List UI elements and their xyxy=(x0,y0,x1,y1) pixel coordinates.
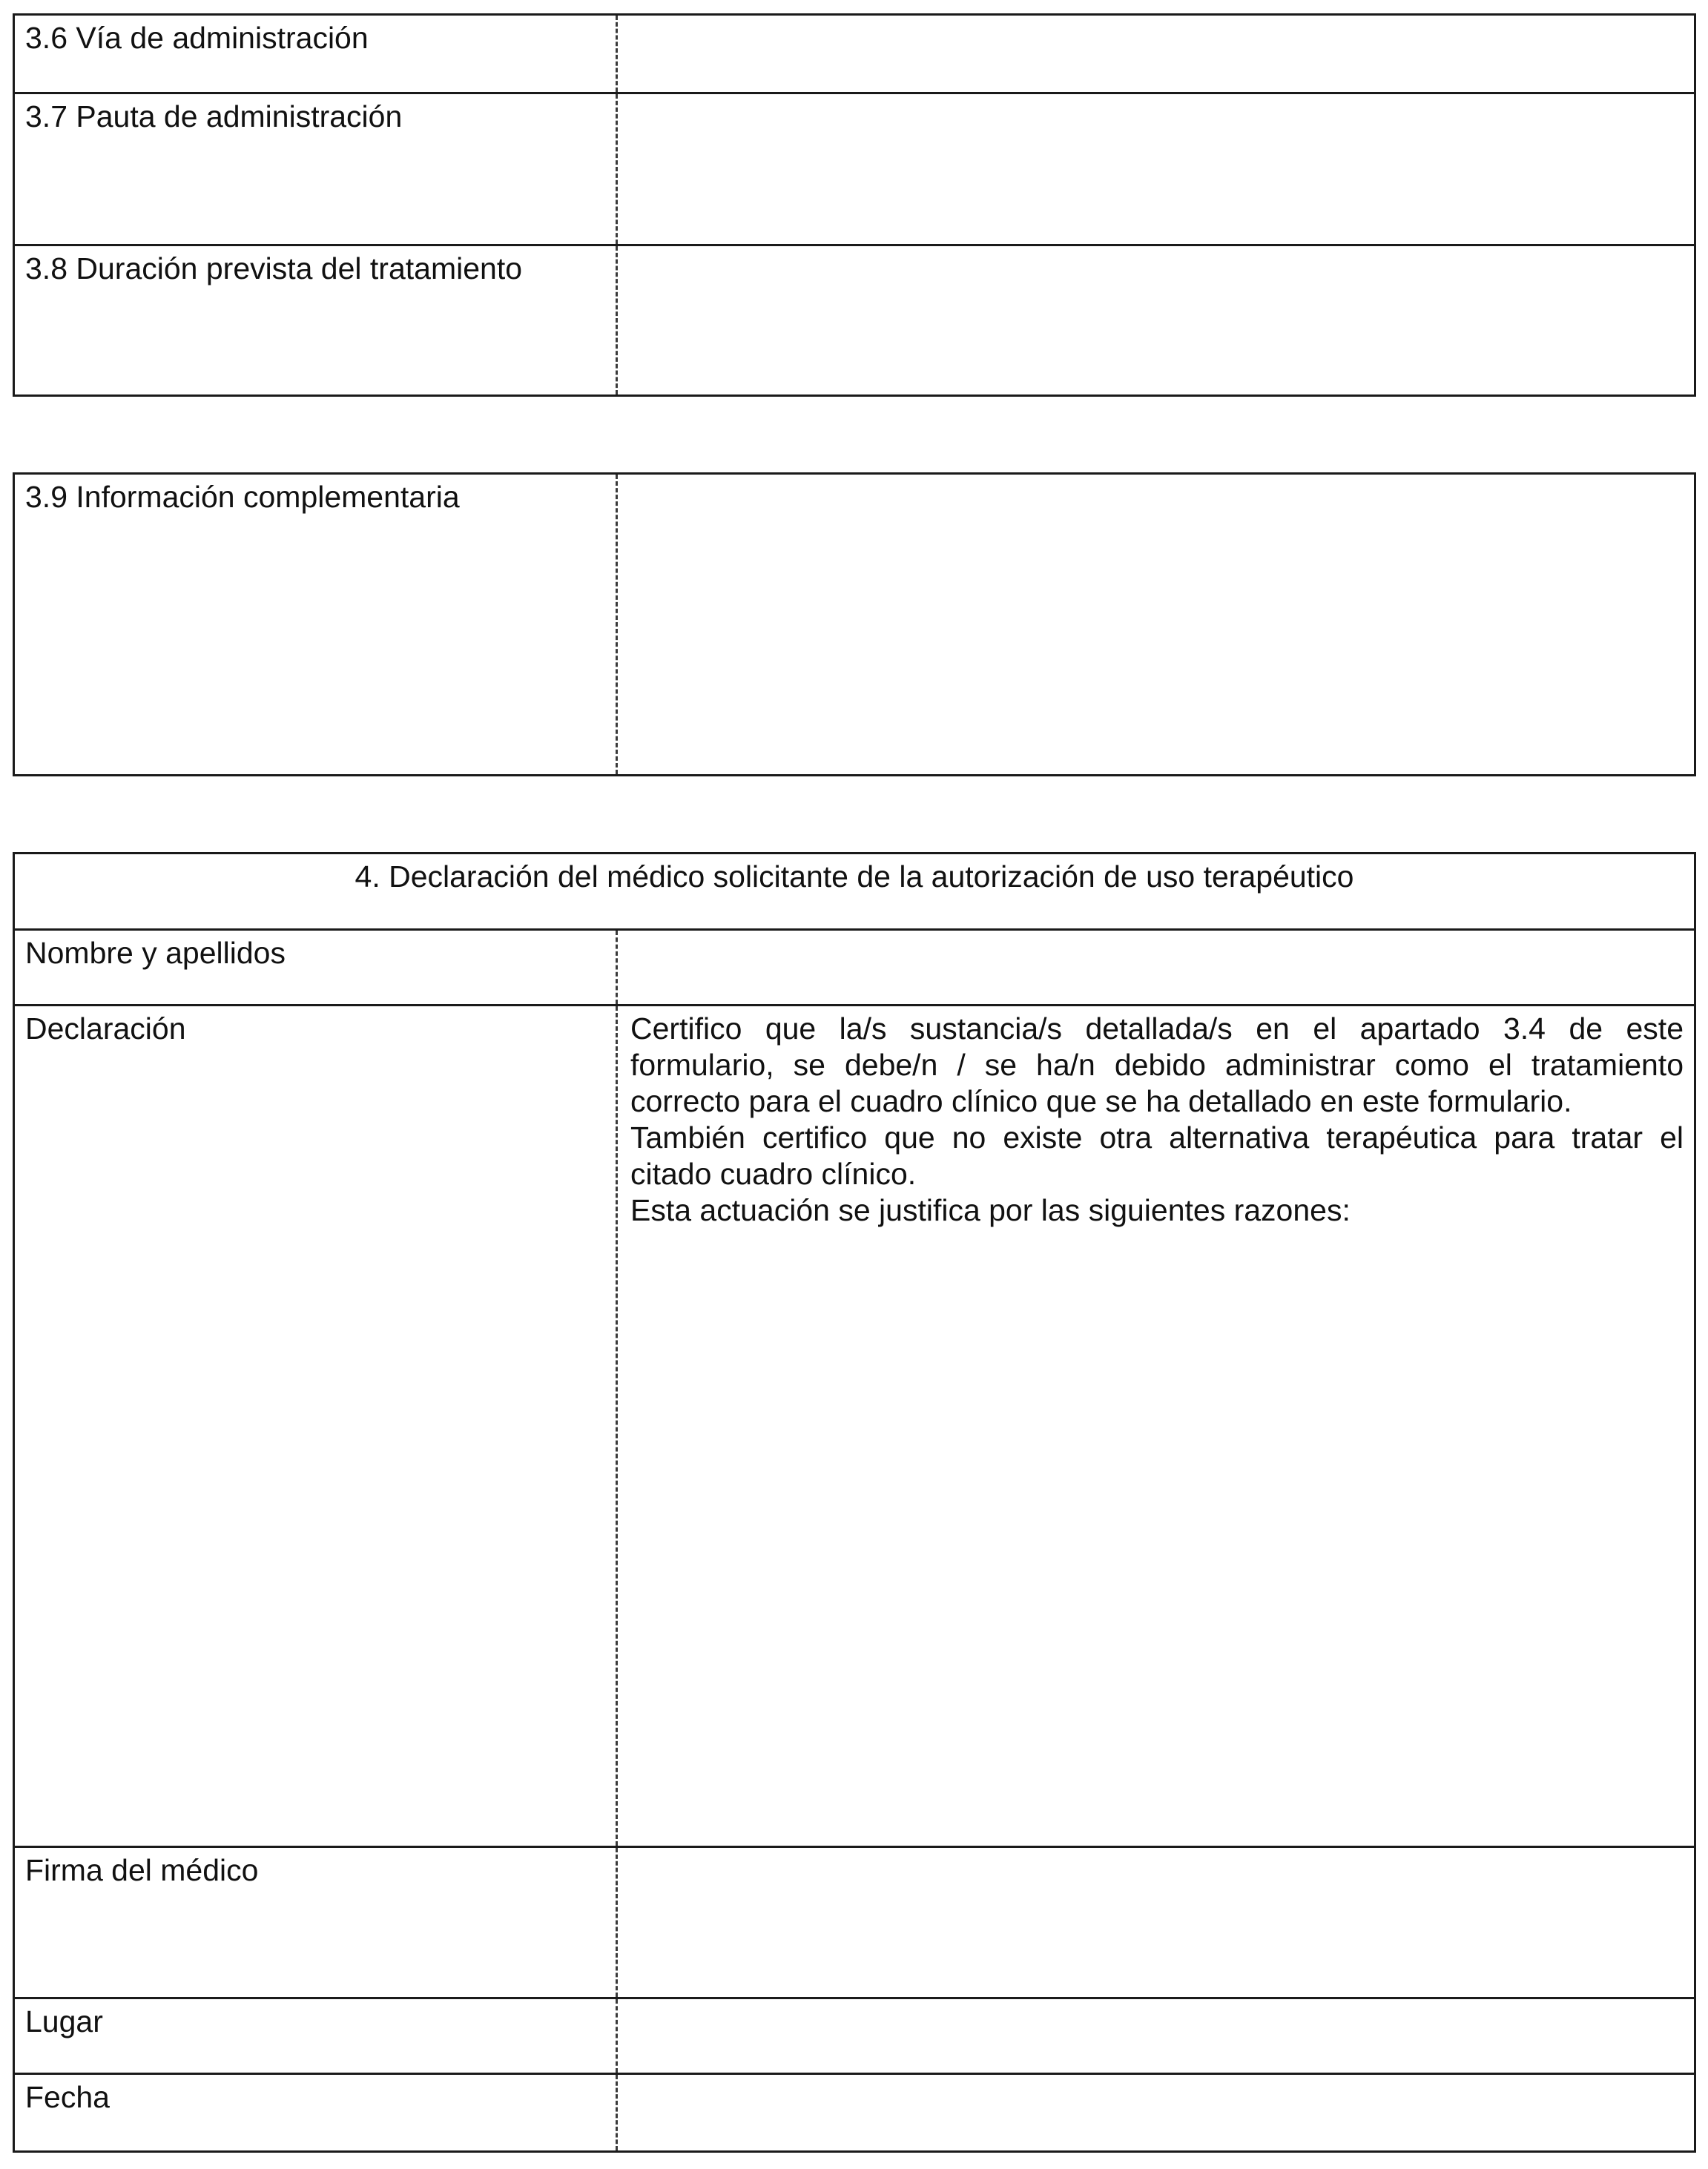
field-firma-medico[interactable] xyxy=(620,1848,1694,1997)
field-lugar[interactable] xyxy=(620,1999,1694,2073)
declaracion-text xyxy=(620,1006,1694,1846)
row-informacion-complementaria xyxy=(15,475,1694,774)
label-duracion-tratamiento: 3.8 Duración prevista del tratamiento xyxy=(15,246,618,394)
field-duracion-tratamiento[interactable] xyxy=(620,246,1694,394)
row-declaracion xyxy=(15,1006,1694,1848)
row-firma-medico xyxy=(15,1848,1694,1999)
label-firma-medico: Firma del médico xyxy=(15,1848,618,1997)
label-informacion-complementaria: 3.9 Información complementaria xyxy=(15,475,618,774)
field-pauta-administracion[interactable] xyxy=(620,94,1694,244)
row-section4-title xyxy=(15,854,1694,931)
declaracion-paragraph-2: También certifico que no existe otra alternativa terapéutica para tratar el citado cuadro clínico. xyxy=(630,1120,1684,1191)
table-declaracion-medico xyxy=(13,852,1696,2153)
section4-title: 4. Declaración del médico solicitante de la autorización de uso terapéutico xyxy=(355,859,1354,894)
row-duracion-tratamiento xyxy=(15,246,1694,394)
table-informacion-complementaria xyxy=(13,472,1696,776)
field-via-administracion[interactable] xyxy=(620,16,1694,92)
label-declaracion: Declaración xyxy=(15,1006,618,1846)
declaracion-paragraph-3: Esta actuación se justifica por las siguientes razones: xyxy=(630,1193,1351,1227)
label-lugar: Lugar xyxy=(15,1999,618,2073)
row-fecha xyxy=(15,2075,1694,2150)
label-fecha: Fecha xyxy=(15,2075,618,2150)
declaracion-paragraph-1: Certifico que la/s sustancia/s detallada/s en el apartado 3.4 de este formulario, se debe/n / se ha/n debido administrar como el tratamiento correcto para el cuadro clínico que se ha detallado en este formulario. xyxy=(630,1011,1684,1118)
label-via-administracion: 3.6 Vía de administración xyxy=(15,16,618,92)
row-pauta-administracion xyxy=(15,94,1694,246)
row-via-administracion xyxy=(15,16,1694,94)
table-administration xyxy=(13,13,1696,397)
label-pauta-administracion: 3.7 Pauta de administración xyxy=(15,94,618,244)
field-informacion-complementaria[interactable] xyxy=(620,475,1694,774)
field-nombre-apellidos[interactable] xyxy=(620,931,1694,1004)
row-lugar xyxy=(15,1999,1694,2075)
label-nombre-apellidos: Nombre y apellidos xyxy=(15,931,618,1004)
row-nombre-apellidos xyxy=(15,931,1694,1006)
field-fecha[interactable] xyxy=(620,2075,1694,2150)
